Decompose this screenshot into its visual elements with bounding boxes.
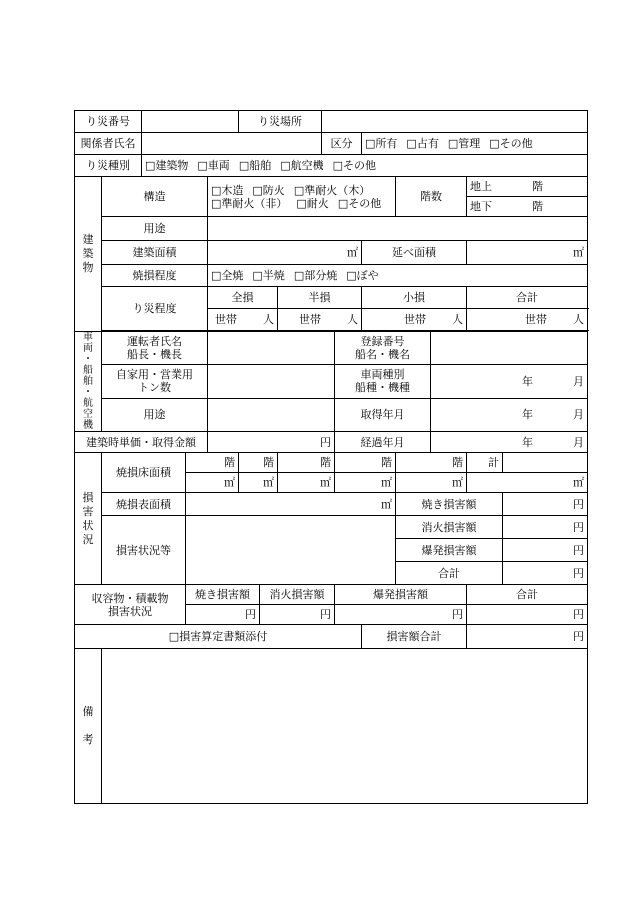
damage-total-field[interactable]: 円 <box>503 562 588 585</box>
fire-number-field[interactable] <box>142 111 239 133</box>
damage-col-total: 合計 <box>467 287 588 309</box>
remarks-field[interactable] <box>102 649 588 804</box>
burn-small[interactable]: □ぼや <box>346 269 379 282</box>
structure-semi-non[interactable]: □準耐火（非） <box>211 196 288 210</box>
cargo-col-burn: 焼き損害額 <box>186 585 260 605</box>
class-option-occupy[interactable]: □占有 <box>406 137 439 150</box>
burn-amount-label: 焼き損害額 <box>396 493 503 516</box>
burn-amount-field[interactable]: 円 <box>503 493 588 516</box>
class-option-other[interactable]: □その他 <box>489 137 533 150</box>
explosion-amount-field[interactable]: 円 <box>503 539 588 562</box>
structure-fire-resistant[interactable]: □耐火 <box>296 196 329 210</box>
person-name-label: 関係者氏名 <box>75 133 142 155</box>
unit-price-field[interactable]: 円 <box>208 432 335 453</box>
damage-half-value[interactable]: 世帯 人 <box>278 309 362 331</box>
vehicle-use-field[interactable] <box>208 398 335 431</box>
floor-2[interactable]: 階 <box>239 453 278 473</box>
below-ground[interactable]: 地下 階 <box>467 197 588 217</box>
cargo-col-fire-fight: 消火損害額 <box>260 585 335 605</box>
burn-half[interactable]: □半焼 <box>252 269 285 282</box>
structure-semi-wood[interactable]: □準耐火（木） <box>293 183 371 197</box>
building-section-label: 建 築 物 <box>75 177 102 332</box>
damage-degree-label: り災程度 <box>102 287 208 331</box>
damage-small-value[interactable]: 世帯 人 <box>362 309 467 331</box>
building-area-label: 建築面積 <box>102 241 208 265</box>
damage-col-half: 半損 <box>278 287 362 309</box>
fire-type-ship[interactable]: □船舶 <box>238 159 272 172</box>
driver-name-field[interactable] <box>208 332 335 365</box>
attach-documents-checkbox[interactable]: □損害算定書類添付 <box>75 625 362 649</box>
private-commercial-label: 自家用・営業用 トン数 <box>102 365 208 398</box>
fire-type-building[interactable]: □建築物 <box>145 159 189 172</box>
class-option-own[interactable]: □所有 <box>365 137 398 150</box>
floor-area-1[interactable]: ㎡ <box>186 473 239 493</box>
above-ground[interactable]: 地上 階 <box>467 177 588 197</box>
floor-area-4[interactable]: ㎡ <box>335 473 396 493</box>
damage-col-full: 全損 <box>208 287 278 309</box>
remarks-label: 備 考 <box>75 649 102 804</box>
fire-type-label: り災種別 <box>75 155 142 177</box>
floor-3[interactable]: 階 <box>278 453 335 473</box>
cargo-burn-field[interactable]: 円 <box>186 605 260 625</box>
floor-1[interactable]: 階 <box>186 453 239 473</box>
damage-total-label: 合計 <box>396 562 503 585</box>
fire-type-other[interactable]: □その他 <box>332 159 377 172</box>
floor-total: 計 <box>467 453 503 473</box>
cargo-explosion-field[interactable]: 円 <box>335 605 467 625</box>
floor-5[interactable]: 階 <box>396 453 467 473</box>
surface-area-label: 焼損表面積 <box>102 493 186 516</box>
fire-place-field[interactable] <box>322 111 588 133</box>
surface-area-field[interactable]: ㎡ <box>186 493 396 516</box>
vehicle-kind-field[interactable]: 年 月 <box>431 365 588 398</box>
floor-area-2[interactable]: ㎡ <box>239 473 278 493</box>
floor-area-3[interactable]: ㎡ <box>278 473 335 493</box>
tonnage-field[interactable] <box>208 365 335 398</box>
person-name-field[interactable] <box>142 133 322 155</box>
floor-4[interactable]: 階 <box>335 453 396 473</box>
damage-full-value[interactable]: 世帯 人 <box>208 309 278 331</box>
vehicle-section-label: 車 両 ・ 船 舶 ・ 航 空 機 <box>75 332 102 432</box>
fire-type-vehicle[interactable]: □車両 <box>197 159 230 172</box>
damage-section-label: 損 害 状 況 <box>75 453 102 585</box>
vehicle-use-label: 用途 <box>102 398 208 431</box>
building-use-label: 用途 <box>102 217 208 241</box>
damage-status-field[interactable] <box>186 516 396 585</box>
class-options <box>362 133 588 155</box>
burn-partial[interactable]: □部分焼 <box>293 269 338 282</box>
damage-report-form <box>74 110 588 804</box>
burn-degree-label: 焼損程度 <box>102 265 208 287</box>
class-option-manage[interactable]: □管理 <box>447 137 481 150</box>
fire-fight-amount-label: 消火損害額 <box>396 516 503 539</box>
fire-type-options <box>142 155 588 177</box>
elapsed-label: 経過年月 <box>335 432 431 453</box>
floors-label: 階数 <box>396 177 467 217</box>
fire-place-label: り災場所 <box>239 111 322 133</box>
total-floor-area-field[interactable]: ㎡ <box>467 241 588 265</box>
structure-fireproof[interactable]: □防火 <box>252 183 285 197</box>
unit-price-label: 建築時単価・取得金額 <box>75 432 208 453</box>
cargo-col-total: 合計 <box>467 585 588 605</box>
fire-number-label: り災番号 <box>75 111 142 133</box>
grand-total-label: 損害額合計 <box>362 625 467 649</box>
cargo-total-field[interactable]: 円 <box>467 605 588 625</box>
grand-total-field[interactable]: 円 <box>467 625 588 649</box>
elapsed-field[interactable]: 年 月 <box>431 432 588 453</box>
floor-area-5[interactable]: ㎡ <box>396 473 467 493</box>
damage-total-value[interactable]: 世帯 人 <box>467 309 588 331</box>
fire-type-aircraft[interactable]: □航空機 <box>280 159 324 172</box>
total-floor-area-label: 延べ面積 <box>362 241 467 265</box>
explosion-amount-label: 爆発損害額 <box>396 539 503 562</box>
structure-options <box>208 177 396 217</box>
vehicle-kind-label: 車両種別 船種・機種 <box>335 365 431 398</box>
acquired-date-field[interactable]: 年 月 <box>431 398 588 431</box>
damage-col-small: 小損 <box>362 287 467 309</box>
driver-name-label: 運転者氏名 船長・機長 <box>102 332 208 365</box>
cargo-label: 収容物・積載物 損害状況 <box>75 585 186 625</box>
fire-fight-amount-field[interactable]: 円 <box>503 516 588 539</box>
building-use-field[interactable] <box>208 217 588 241</box>
floor-area-total[interactable]: ㎡ <box>467 473 588 493</box>
structure-other[interactable]: □その他 <box>337 196 382 210</box>
registration-label: 登録番号 船名・機名 <box>335 332 431 365</box>
structure-label: 構造 <box>102 177 208 217</box>
burn-full[interactable]: □全焼 <box>211 269 244 282</box>
building-area-field[interactable]: ㎡ <box>208 241 362 265</box>
floor-area-label: 焼損床面積 <box>102 453 186 493</box>
damage-status-label: 損害状況等 <box>102 516 186 585</box>
floor-total-extra <box>503 453 588 473</box>
class-label: 区分 <box>322 133 362 155</box>
burn-degree-options <box>208 265 588 287</box>
structure-wood[interactable]: □木造 <box>211 183 244 197</box>
cargo-fire-fight-field[interactable]: 円 <box>260 605 335 625</box>
acquired-date-label: 取得年月 <box>335 398 431 431</box>
registration-field[interactable] <box>431 332 588 365</box>
cargo-col-explosion: 爆発損害額 <box>335 585 467 605</box>
